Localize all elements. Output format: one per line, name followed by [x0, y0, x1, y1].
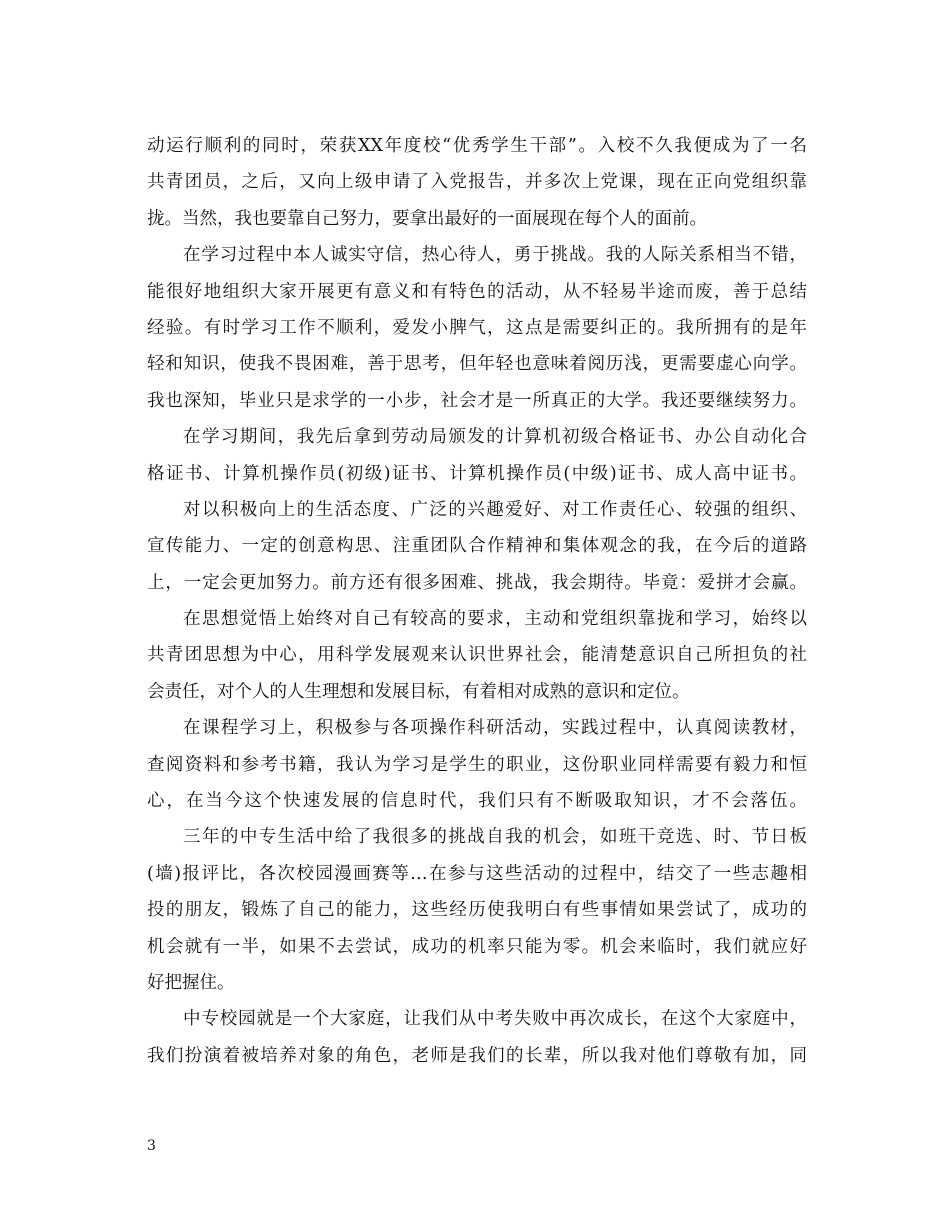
text-line: 经验。有时学习工作不顺利，爱发小脾气，这点是需要纠正的。我所拥有的是年 — [147, 317, 807, 338]
paragraph-start-line: 在学习过程中本人诚实守信，热心待人，勇于挑战。我的人际关系相当不错， — [183, 245, 807, 266]
text-line: 动运行顺利的同时，荣获XX年度校“优秀学生干部”。入校不久我便成为了一名 — [147, 136, 807, 156]
paragraph-start-line: 在学习期间，我先后拿到劳动局颁发的计算机初级合格证书、办公自动化合 — [183, 427, 807, 448]
text-line: 我也深知，毕业只是求学的一小步，社会才是一所真正的大学。我还要继续努力。 — [147, 390, 807, 411]
text-line: 拢。当然，我也要靠自己努力，要拿出最好的一面展现在每个人的面前。 — [147, 208, 707, 229]
text-line: 我们扮演着被培养对象的角色，老师是我们的长辈，所以我对他们尊敬有加，同 — [147, 1045, 807, 1066]
paragraph-start-line: 在思想觉悟上始终对自己有较高的要求，主动和党组织靠拢和学习，始终以 — [183, 609, 807, 630]
text-line: 共青团思想为中心，用科学发展观来认识世界社会，能清楚意识自己所担负的社 — [147, 645, 807, 666]
text-line: 心，在当今这个快速发展的信息时代，我们只有不断吸取知识，才不会落伍。 — [147, 791, 807, 812]
text-line: 共青团员，之后，又向上级申请了入党报告，并多次上党课，现在正向党组织靠 — [147, 172, 807, 193]
body-text — [147, 128, 807, 1074]
text-line: 格证书、计算机操作员(初级)证书、计算机操作员(中级)证书、成人高中证书。 — [147, 463, 807, 484]
text-line: 宣传能力、一定的创意构思、注重团队合作精神和集体观念的我，在今后的道路 — [147, 536, 807, 557]
text-line: 上，一定会更加努力。前方还有很多困难、挑战，我会期待。毕竟：爱拼才会赢。 — [147, 572, 807, 593]
text-line: 机会就有一半，如果不去尝试，成功的机率只能为零。机会来临时，我们就应好 — [147, 936, 807, 957]
text-line: 投的朋友，锻炼了自己的能力，这些经历使我明白有些事情如果尝试了，成功的 — [147, 900, 807, 921]
paragraph-start-line: 在课程学习上，积极参与各项操作科研活动，实践过程中，认真阅读教材， — [183, 718, 807, 739]
text-line: 查阅资料和参考书籍，我认为学习是学生的职业，这份职业同样需要有毅力和恒 — [147, 754, 807, 775]
paragraph-start-line: 中专校园就是一个大家庭，让我们从中考失败中再次成长，在这个大家庭中， — [183, 1009, 807, 1030]
page-number: 3 — [147, 1138, 156, 1154]
paragraph-start-line: 对以积极向上的生活态度、广泛的兴趣爱好、对工作责任心、较强的组织、 — [183, 499, 807, 520]
text-line: (墙)报评比，各次校园漫画赛等…在参与这些活动的过程中，结交了一些志趣相 — [147, 863, 807, 884]
text-line: 轻和知识，使我不畏困难，善于思考，但年轻也意味着阅历浅，更需要虚心向学。 — [147, 354, 807, 375]
text-line: 好把握住。 — [147, 972, 235, 993]
text-line: 会责任，对个人的人生理想和发展目标，有着相对成熟的意识和定位。 — [147, 681, 690, 702]
text-line: 能很好地组织大家开展更有意义和有特色的活动，从不轻易半途而废，善于总结 — [147, 281, 807, 302]
paragraph-start-line: 三年的中专生活中给了我很多的挑战自我的机会，如班干竞选、时、节日板 — [183, 827, 807, 848]
